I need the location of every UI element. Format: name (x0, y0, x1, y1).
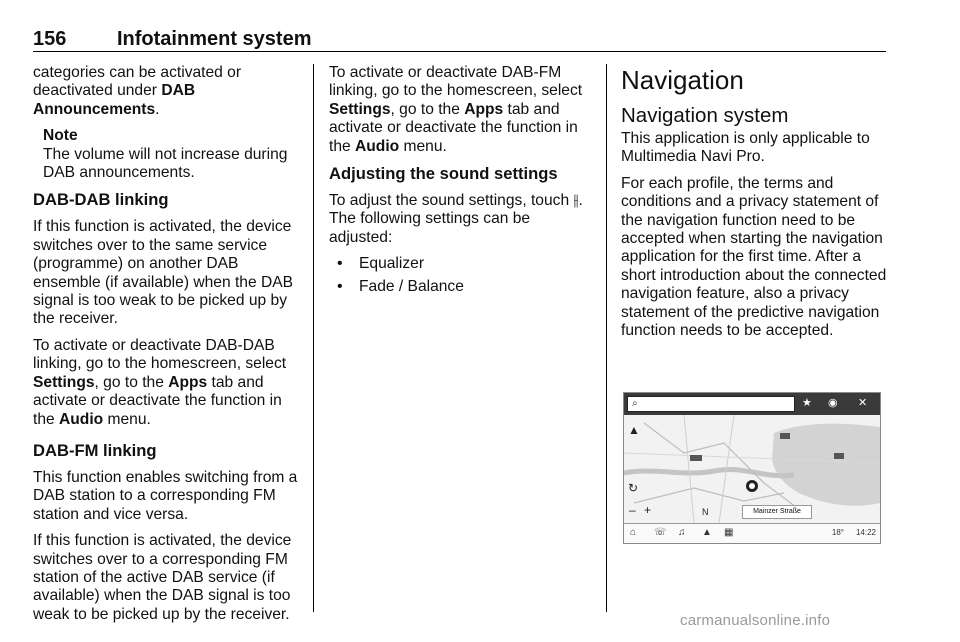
paragraph: If this function is activated, the device switches over to the same service (programme) on another DAB ensemble (if available) when the DAB signal is too weak to be picked up by the receiver. (33, 218, 294, 328)
heading-dab-dab-linking: DAB-DAB linking (33, 190, 169, 210)
status-footer (624, 523, 880, 543)
list-item: • Fade / Balance (329, 278, 594, 296)
nav-icon[interactable]: ▲ (702, 527, 712, 538)
column-divider (313, 64, 314, 612)
current-street: Mainzer Straße (742, 505, 812, 519)
paragraph: To activate or deactivate DAB-DAB linking, go to the homescreen, select Settings, go to the Apps tab and activate or deactivate the function in the Audio menu. (33, 336, 287, 428)
column-1 (33, 64, 303, 632)
search-icon: ⌕ (632, 398, 638, 409)
page-title: Infotainment system (117, 28, 312, 50)
paragraph: To activate or deactivate DAB-FM linking, go to the homescreen, select Settings, go to the Apps tab and activate or deactivate the function in the Audio menu. (329, 64, 583, 155)
compass-icon[interactable]: ◉ (828, 397, 838, 409)
clock: 14:22 (855, 528, 876, 537)
close-icon[interactable]: ✕ (858, 397, 868, 409)
note-box (33, 127, 303, 182)
apps-icon[interactable]: ▦ (724, 527, 734, 538)
map-illustration (624, 393, 880, 543)
note-text: The volume will not increase during DAB announcements. (43, 145, 288, 182)
route-icon[interactable]: ↻ (628, 481, 639, 495)
settings-list (329, 255, 594, 296)
traffic-icon[interactable]: ▲ (628, 423, 640, 437)
star-icon[interactable]: ★ (802, 397, 812, 409)
heading-sound-settings: Adjusting the sound settings (329, 164, 558, 184)
paragraph: This function enables switching from a DAB station to a corresponding FM station and vice versa. (33, 468, 298, 523)
column-3 (621, 64, 891, 348)
page-number: 156 (33, 28, 67, 50)
paragraph: To adjust the sound settings, touch ⫲. The following settings can be adjusted: (329, 192, 583, 246)
north-icon[interactable]: N (702, 507, 709, 517)
heading-navigation-system: Navigation system (621, 104, 789, 127)
zoom-in-icon[interactable]: + (644, 503, 652, 517)
column-divider (606, 64, 607, 612)
navigation-screenshot (623, 392, 881, 544)
phone-icon[interactable]: ☏ (654, 527, 667, 538)
search-input[interactable] (627, 396, 795, 412)
search-bar[interactable] (624, 393, 880, 415)
watermark: carmanualsonline.info (680, 612, 831, 629)
zoom-out-icon[interactable]: – (629, 503, 636, 517)
home-icon[interactable]: ⌂ (630, 527, 637, 538)
heading-dab-fm-linking: DAB-FM linking (33, 440, 157, 460)
media-icon[interactable]: ♫ (678, 527, 686, 538)
page-header (33, 28, 886, 52)
heading-navigation: Navigation (621, 65, 744, 95)
note-title: Note (43, 127, 78, 145)
temperature: 18° (831, 528, 844, 537)
list-item: • Equalizer (329, 255, 594, 273)
column-2 (329, 64, 594, 300)
paragraph: If this function is activated, the device switches over to a corresponding FM station of the active DAB service (if available) when the DAB signal is too weak to be picked up by the receiver. (33, 532, 292, 623)
paragraph: This application is only applicable to Multimedia Navi Pro. (621, 130, 870, 166)
paragraph: For each profile, the terms and conditions and a privacy statement of the navigation function need to be accepted when starting the navigation application for the first time. After a short introduction about the connected navigation feature, also a privacy statement of the predictive navigation function needs to be accepted. (621, 174, 887, 340)
sound-settings-icon: ⫲ (573, 192, 579, 210)
paragraph: categories can be activated or deactivated under DAB Announcements. (33, 64, 242, 118)
